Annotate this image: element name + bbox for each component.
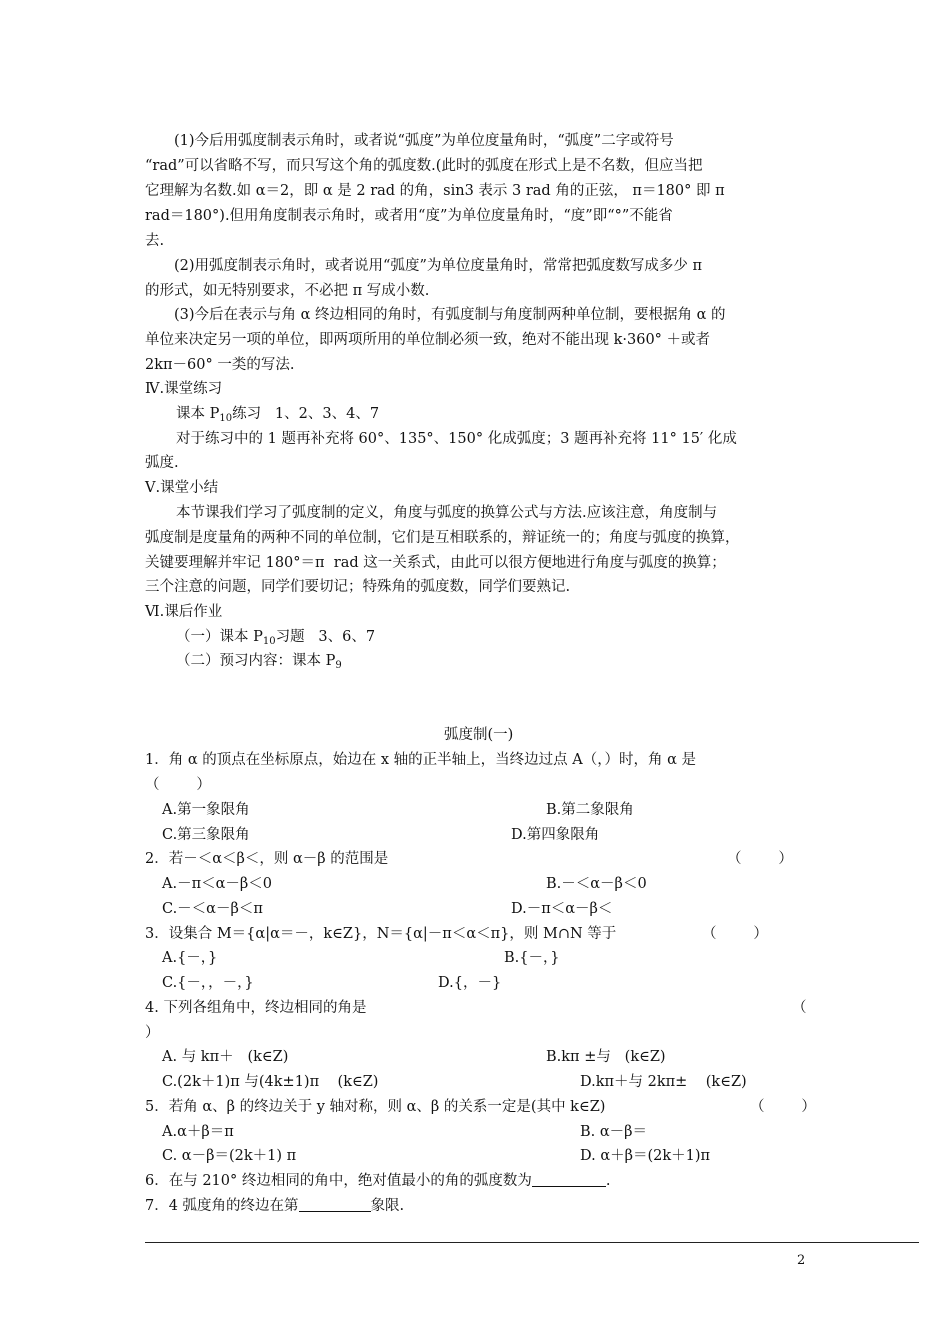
- note-1-line-3: 它理解为名数.如 α＝2，即 α 是 2 rad 的角，sin3 表示 3 rad 角的正弦， π＝180° 即 π: [145, 183, 725, 199]
- q7-line: [145, 1195, 404, 1219]
- q2-option-d: D.－π＜α－β＜: [511, 901, 613, 917]
- q6-line: [145, 1170, 610, 1194]
- q5-option-a: A.α＋β＝π: [162, 1124, 234, 1140]
- q3-option-c: C.{－，，－，}: [162, 975, 254, 991]
- q1-option-c: C.第三象限角: [162, 827, 250, 843]
- q6-end: .: [605, 1173, 611, 1189]
- note-1-line-4: rad＝180°).但用角度制表示角时，或者用“度”为单位度量角时，“度”即“°”不能省: [145, 208, 673, 224]
- note-3-line-3: 2kπ－60° 一类的写法.: [145, 357, 295, 373]
- q5-option-b: B. α－β＝: [580, 1124, 648, 1140]
- q3-option-a: A.{－，}: [162, 950, 218, 966]
- note-1-line-5: 去.: [145, 233, 165, 249]
- q7-end: 象限.: [370, 1198, 405, 1214]
- section-6-item-2-sub: 9: [335, 660, 342, 671]
- q1-stem: 1．角 α 的顶点在坐标原点，始边在 x 轴的正半轴上，当终边过点 A（，）时，角 α 是: [145, 752, 696, 768]
- q1-answer-paren: （ ）: [145, 777, 211, 793]
- footer-rule: [145, 1242, 919, 1243]
- section-4-textbook-line: [176, 403, 379, 427]
- q7-answer-blank[interactable]: [299, 1197, 371, 1212]
- section-6-item-1-sub: 10: [262, 636, 276, 647]
- section-4-extra-line-2: 弧度.: [145, 455, 179, 471]
- q5-option-c: C. α－β＝(2k＋1) π: [162, 1148, 297, 1164]
- q1-option-b: B.第二象限角: [546, 802, 634, 818]
- note-3-line-1: (3)今后在表示与角 α 终边相同的角时，有弧度制与角度制两种单位制，要根据角 α 的: [174, 307, 726, 323]
- q6-answer-blank[interactable]: [532, 1172, 606, 1187]
- q1-option-a: A.第一象限角: [162, 802, 250, 818]
- q2-answer-paren: （ ）: [727, 851, 793, 867]
- section-6-heading: Ⅵ.课后作业: [145, 604, 223, 620]
- q4-option-b: B.kπ ±与 (k∈Z): [546, 1049, 666, 1065]
- q4-answer-paren-close: ）: [145, 1025, 160, 1041]
- section-6-item-1: [176, 626, 375, 650]
- section-5-line-3: 关键要理解并牢记 180°＝π rad 这一关系式，由此可以很方便地进行角度与弧度的换算；: [145, 555, 726, 571]
- q6-stem: 6．在与 210° 终边相同的角中，绝对值最小的角的弧度数为: [145, 1173, 532, 1189]
- section-4-textbook-pre: 课本 P: [176, 406, 220, 422]
- section-5-heading: Ⅴ.课堂小结: [145, 480, 219, 496]
- section-6-item-2-pre: （二）预习内容：课本 P: [176, 653, 336, 669]
- section-4-textbook-post: 练习 1、2、3、4、7: [232, 406, 380, 422]
- note-3-line-2: 单位来决定另一项的单位，即两项所用的单位制必须一致，绝对不能出现 k·360° ＋或者: [145, 332, 711, 348]
- q4-option-d: D.kπ＋与 2kπ± (k∈Z): [580, 1074, 747, 1090]
- q2-option-a: A.－π＜α－β＜0: [162, 876, 273, 892]
- note-2-line-2: 的形式，如无特别要求，不必把 π 写成小数.: [145, 283, 430, 299]
- q3-option-b: B.{－，}: [504, 950, 560, 966]
- section-5-line-1: 本节课我们学习了弧度制的定义，角度与弧度的换算公式与方法.应该注意，角度制与: [176, 505, 718, 521]
- q5-answer-paren: （ ）: [750, 1099, 816, 1115]
- section-4-heading: Ⅳ.课堂练习: [145, 381, 223, 397]
- q4-option-c: C.(2k＋1)π 与(4k±1)π (k∈Z): [162, 1074, 379, 1090]
- section-6-item-2: [176, 650, 342, 674]
- exercise-title: 弧度制(一): [444, 727, 514, 743]
- q5-stem: 5．若角 α、β 的终边关于 y 轴对称，则 α、β 的关系一定是(其中 k∈Z): [145, 1099, 606, 1115]
- q2-option-b: B.－＜α－β＜0: [546, 876, 647, 892]
- q5-option-d: D. α＋β＝(2k＋1)π: [580, 1148, 711, 1164]
- q3-answer-paren: （ ）: [702, 926, 768, 942]
- q2-option-c: C.－＜α－β＜π: [162, 901, 263, 917]
- q4-answer-paren-open: （: [792, 1000, 807, 1016]
- section-6-item-1-post: 习题 3、6、7: [275, 629, 376, 645]
- section-6-item-1-pre: （一）课本 P: [176, 629, 263, 645]
- note-2-line-1: (2)用弧度制表示角时，或者说用“弧度”为单位度量角时，常常把弧度数写成多少 π: [174, 258, 703, 274]
- section-4-textbook-sub: 10: [219, 413, 233, 424]
- q7-stem: 7．4 弧度角的终边在第: [145, 1198, 299, 1214]
- q2-stem: 2．若－＜α＜β＜，则 α－β 的范围是: [145, 851, 389, 867]
- q3-stem: 3．设集合 M＝{α|α＝－，k∈Z}，N＝{α|－π＜α＜π}，则 M∩N 等于: [145, 926, 617, 942]
- section-5-line-4: 三个注意的问题，同学们要切记；特殊角的弧度数，同学们要熟记.: [145, 579, 571, 595]
- section-4-extra-line-1: 对于练习中的 1 题再补充将 60°、135°、150° 化成弧度；3 题再补充将 11° 15′ 化成: [176, 431, 737, 447]
- q4-stem: 4. 下列各组角中，终边相同的角是: [145, 1000, 367, 1016]
- page-number: 2: [797, 1253, 806, 1268]
- note-1-line-2: “rad”可以省略不写，而只写这个角的弧度数.(此时的弧度在形式上是不名数，但应当把: [145, 158, 703, 174]
- q1-option-d: D.第四象限角: [511, 827, 600, 843]
- q4-option-a: A. 与 kπ＋ (k∈Z): [162, 1049, 289, 1065]
- note-1-line-1: (1)今后用弧度制表示角时，或者说“弧度”为单位度量角时，“弧度”二字或符号: [174, 133, 674, 149]
- q3-option-d: D.{，－}: [438, 975, 502, 991]
- section-5-line-2: 弧度制是度量角的两种不同的单位制，它们是互相联系的，辩证统一的；角度与弧度的换算，: [145, 530, 740, 546]
